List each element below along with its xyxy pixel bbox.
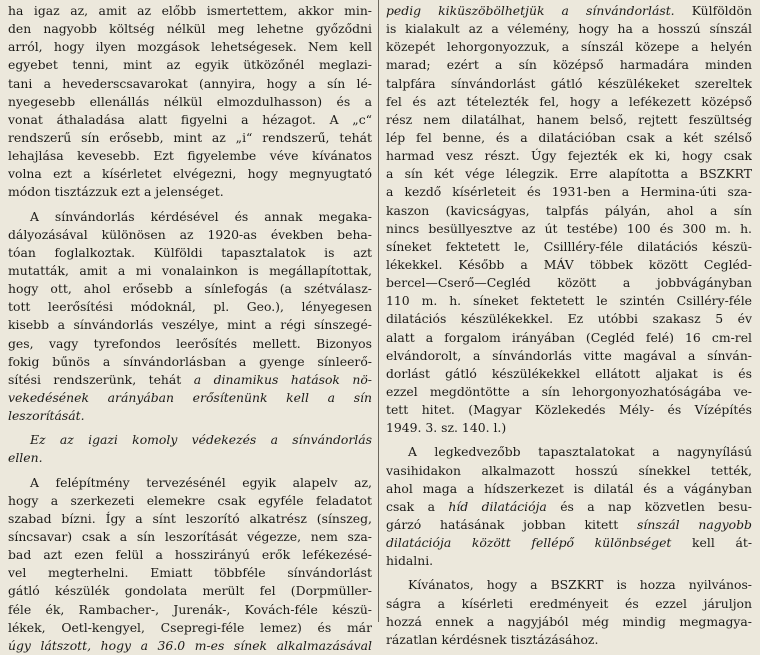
text-line: A felépítmény tervezésénél egyik alapelv az, — [30, 474, 372, 490]
text-line: vasihidakon alkalmazott hosszú sínekkel tették, — [386, 462, 752, 478]
text-line: síncsavar) csak a sín leszorítását végezze, nem sza- — [8, 528, 372, 544]
text-line: lép fel benne, és a dilatációban csak a két szélső — [386, 129, 752, 145]
text-line: lékekkel. Később a MÁV többek között Cegléd- — [386, 256, 752, 272]
right-column — [386, 2, 752, 649]
text-line: leszorítását. — [8, 408, 85, 424]
text-line: egyebet tenni, mint az egyik ütközőnél meglazi- — [8, 57, 372, 73]
text-line: a sín két vége lélegzik. Erre alapította a BSZKRT — [386, 166, 752, 182]
text-line: talpfára sínvándorlást gátló készülékeket szereltek — [386, 75, 752, 91]
text-line: Ez az igazi komoly védekezés a sínvándorlás — [30, 432, 372, 448]
text-line: tett hitet. (Magyar Közlekedés Mély- és Vízépítés — [386, 402, 752, 418]
text-line: hozzá ennek a nagyjából még mindig megmagya- — [386, 613, 752, 629]
text-line: úgy látszott, hogy a 36.0 m-es sínek alkalmazásával — [8, 637, 372, 653]
text-line: dorlást gátló készülékekkel ellátott aljakat is és — [386, 365, 752, 381]
text-line: 1949. 3. sz. 140. l.) — [386, 420, 507, 436]
text-line: ges, vagy tyrefondos leerősítés mellett. Bizonyos — [8, 335, 372, 351]
text-line: bercel—Cserő—Cegléd között a jobbvágányban — [386, 275, 752, 291]
text-line: hidalni. — [386, 553, 434, 569]
text-line: módon tisztázzuk ezt a jelenséget. — [8, 184, 224, 200]
text-line: gárzó hatásának jobban kitett sínszál nagyobb — [386, 516, 752, 532]
text-line: is kialakult az a vélemény, hogy ha a hosszú sínszál — [386, 21, 752, 37]
text-line: síneket fektetett le, Csillléry-féle dilatációs készü- — [386, 238, 752, 254]
text-line: hogy a szerkezeti elemekre csak egyféle feladatot — [8, 492, 372, 508]
text-line: fel és azt tételezték fel, hogy a lefékezett középső — [386, 93, 752, 109]
text-line: dilatációja között fellépő különbséget kell át- — [386, 535, 752, 551]
text-line: A sínvándorlás kérdésével és annak megaka- — [30, 208, 372, 224]
text-line: dilatációs készülékekkel. Ez utóbbi szakasz 5 év — [386, 311, 752, 327]
text-line: rész nem dilatálhat, hanem belső, rejtett feszültség — [386, 111, 752, 127]
text-line: arról, hogy ilyen mozgások lehetségesek. Nem kell — [8, 39, 372, 55]
text-line: pedig kiküszöbölhetjük a sínvándorlást. Külföldön — [386, 3, 752, 18]
text-line: bad azt ezen felül a hosszirányú erők lefékezésé- — [8, 547, 372, 563]
italic-emphasis: pedig kiküszöbölhetjük a sínvándorlást. — [386, 3, 675, 18]
text-line: rendszerű sín erősebb, mint az „i“ rendszerű, tehát — [8, 129, 372, 145]
text-line: lékek, Oetl-kengyel, Csepregi-féle lemez) és már — [8, 619, 372, 635]
text-line: szabad bízni. Így a sínt leszorító alkatrész (sínszeg, — [8, 510, 372, 526]
text-line: kaszon (kavicságyas, talpfás pályán, ahol a sín — [386, 202, 752, 218]
left-column — [8, 2, 372, 655]
text-line: sítési rendszerünk, tehát a dinamikus hatások nö- — [8, 371, 372, 387]
text-line: tóan foglalkoztak. Külföldi tapasztalatok is azt — [8, 244, 372, 260]
text-line: dályozásával különösen az 1920-as években beha- — [8, 226, 372, 242]
text-line: rázatlan kérdésnek tisztázásához. — [386, 631, 599, 647]
text-line: ahol maga a hídszerkezet is dilatál és a vágányban — [386, 480, 752, 496]
text-line: féle ék, Rambacher-, Jurenák-, Kovách-féle készü- — [8, 601, 372, 617]
text-line: nyegesebb ellenállás nélkül elmozdulhasson) és a — [8, 93, 372, 109]
text-line: nincs besüllyesztve az út testébe) 100 és 300 m. h. — [386, 220, 752, 236]
text-line: alatt a forgalom irányában (Cegléd felé) 16 cm-rel — [386, 329, 752, 345]
text-line: vel megterhelni. Emiatt többféle sínvándorlást — [8, 565, 372, 581]
text-line: A legkedvezőbb tapasztalatokat a nagynyílású — [408, 444, 752, 460]
text-line: vonat áthaladása alatt figyelni a hézagot. A „c“ — [8, 111, 372, 127]
text-line: den nagyobb költség nélkül meg lehetne győződni — [8, 21, 372, 37]
text-line: Kívánatos, hogy a BSZKRT is hozza nyilvános- — [408, 577, 752, 593]
text-line: tani a hevederscsavarokat (annyira, hogy a sín lé- — [8, 75, 372, 91]
italic-emphasis: híd dilatációja — [448, 498, 547, 514]
text-line: közepét lehorgonyozzuk, a sínszál közepe a helyén — [386, 39, 752, 55]
text-line: kisebb a sínvándorlás veszélye, mint a régi sínszegé- — [8, 317, 372, 333]
text-line: 110 m. h. síneket fektetett le szintén Csilléry-féle — [386, 293, 752, 309]
text-line: ságra a kísérleti eredményeit és ezzel járuljon — [386, 595, 752, 611]
text-line: ha igaz az, amit az előbb ismertettem, akkor min- — [8, 3, 372, 18]
text-line: lehajlása kevesebb. Ezt figyelembe véve kívánatos — [8, 148, 372, 164]
text-line: ellen. — [8, 450, 43, 466]
text-line: ezzel megdöntötte a sín lehorgonyozhatóságába ve- — [386, 383, 752, 399]
text-line: vekedésének arányában erősítenünk kell a sín — [8, 389, 372, 405]
text-line: volna ezt a kísérletet elvégezni, hogy megnyugtató — [8, 166, 372, 182]
text-line: elvándorolt, a sínvándorlás vitte magával a sínván- — [386, 347, 752, 363]
text-line: gátló készülék gondolata merült fel (Dorpmüller- — [8, 583, 372, 599]
italic-emphasis: sínszál nagyobb — [637, 516, 752, 532]
text-line: tott leerősítési módoknál, pl. Geo.), lényegesen — [8, 299, 372, 315]
text-line: fokig bűnös a sínvándorlásban a gyenge sínleerő- — [8, 353, 372, 369]
text-line: mutatták, amit a mi vonalainkon is megállapítottak, — [8, 262, 372, 278]
italic-emphasis: a dinamikus hatások nö- — [193, 371, 372, 387]
text-line: marad; ezért a sín középső harmadára minden — [386, 57, 752, 73]
text-line: harmad vesz részt. Úgy fejezték ek ki, hogy csak — [386, 148, 752, 164]
text-line: hogy ott, ahol erősebb a sínlefogás (a szétválasz- — [8, 281, 372, 297]
column-divider — [378, 0, 379, 622]
text-line: csak a híd dilatációja és a nap közvetlen besu- — [386, 498, 752, 514]
text-line: a kezdő kísérleteit és 1931-ben a Hermina-úti sza- — [386, 184, 752, 200]
italic-emphasis: dilatációja között fellépő különbséget — [386, 535, 672, 551]
